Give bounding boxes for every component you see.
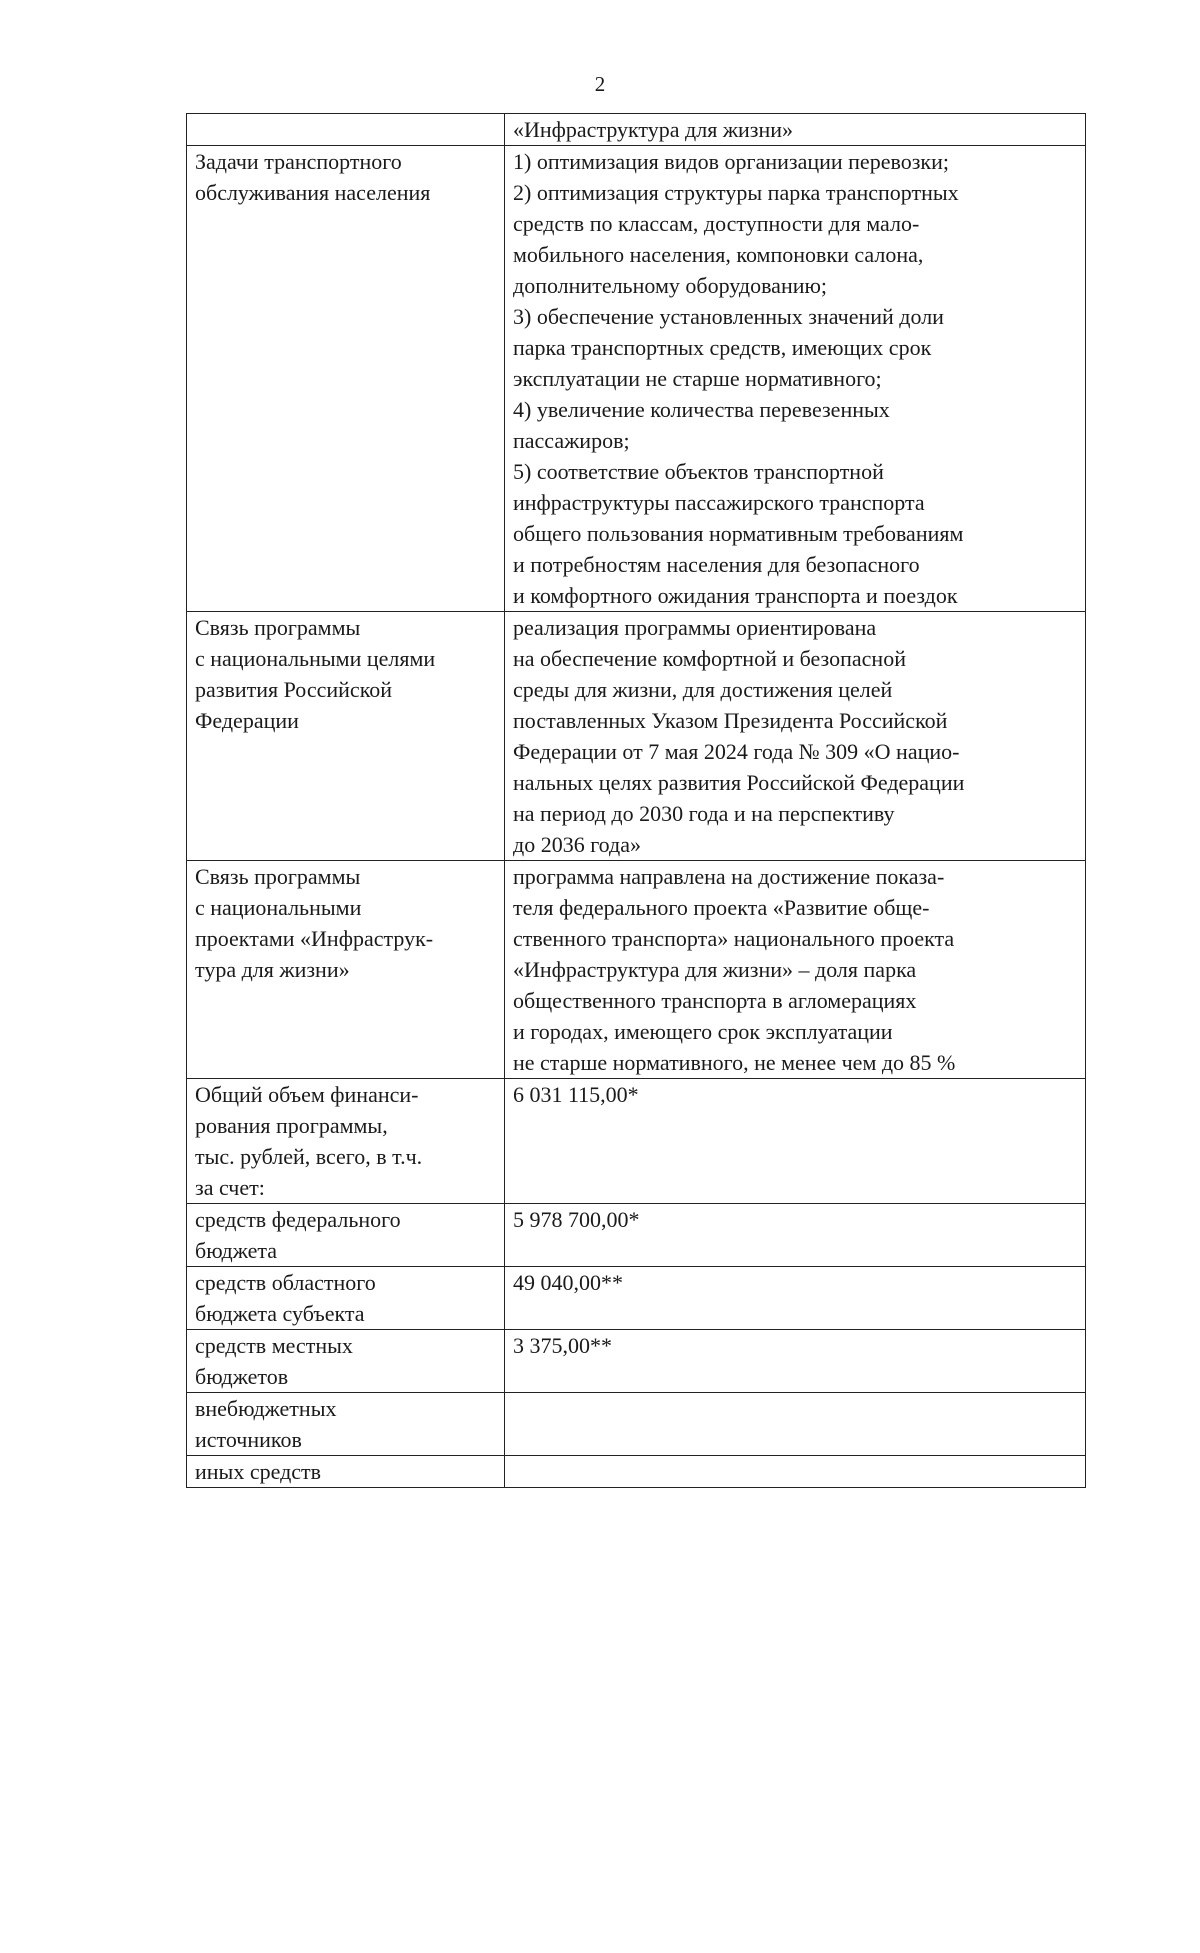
value-line: 1) оптимизация видов организации перевозки;	[513, 149, 949, 174]
value-line: и городах, имеющего срок эксплуатации	[513, 1019, 893, 1044]
label-line: тыс. рублей, всего, в т.ч.	[195, 1144, 423, 1169]
row-value	[505, 1267, 1086, 1330]
value-line: 5) соответствие объектов транспортной	[513, 459, 884, 484]
row-label	[187, 1267, 505, 1330]
value-line: парка транспортных средств, имеющих срок	[513, 335, 932, 360]
value-line: общего пользования нормативным требованиям	[513, 521, 964, 546]
value-line: «Инфраструктура для жизни» – доля парка	[513, 957, 917, 982]
row-label	[187, 1079, 505, 1204]
value-line: теля федерального проекта «Развитие обще-	[513, 895, 930, 920]
label-line: с национальными целями	[195, 646, 436, 671]
value-line: «Инфраструктура для жизни»	[513, 117, 794, 142]
row-label	[187, 1330, 505, 1393]
program-passport-table	[186, 113, 1086, 1488]
table-row	[187, 1204, 1086, 1267]
label-line: иных средств	[195, 1459, 322, 1484]
table-row	[187, 1079, 1086, 1204]
row-label	[187, 1393, 505, 1456]
page-number: 2	[594, 72, 606, 96]
label-line: бюджетов	[195, 1364, 289, 1389]
value-line: и комфортного ожидания транспорта и поездок	[513, 583, 958, 608]
value-line: не старше нормативного, не менее чем до 85 %	[513, 1050, 956, 1075]
label-line: развития Российской	[195, 677, 393, 702]
value-line: 2) оптимизация структуры парка транспортных	[513, 180, 959, 205]
table-row	[187, 1267, 1086, 1330]
row-value	[505, 1079, 1086, 1204]
label-line: средств областного	[195, 1270, 376, 1295]
value-line: нальных целях развития Российской Федерации	[513, 770, 965, 795]
label-line: Федерации	[195, 708, 299, 733]
row-label	[187, 1204, 505, 1267]
label-line: за счет:	[195, 1175, 265, 1200]
row-value	[505, 612, 1086, 861]
table-row	[187, 1456, 1086, 1488]
value-line: реализация программы ориентирована	[513, 615, 877, 640]
value-line: и потребностям населения для безопасного	[513, 552, 920, 577]
local-funding-value: 3 375,00**	[513, 1333, 612, 1358]
regional-funding-value: 49 040,00**	[513, 1270, 623, 1295]
total-funding-value: 6 031 115,00*	[513, 1082, 639, 1107]
label-line: внебюджетных	[195, 1396, 337, 1421]
value-line: до 2036 года»	[513, 832, 641, 857]
table-row	[187, 1393, 1086, 1456]
table-row	[187, 114, 1086, 146]
label-line: проектами «Инфраструк-	[195, 926, 434, 951]
label-line: Задачи транспортного	[195, 149, 402, 174]
row-label	[187, 612, 505, 861]
label-line: источников	[195, 1427, 302, 1452]
row-value	[505, 114, 1086, 146]
value-line: на обеспечение комфортной и безопасной	[513, 646, 906, 671]
value-line: 4) увеличение количества перевезенных	[513, 397, 890, 422]
row-value	[505, 1204, 1086, 1267]
row-value	[505, 1393, 1086, 1456]
row-label	[187, 114, 505, 146]
label-line: обслуживания населения	[195, 180, 431, 205]
table-row	[187, 146, 1086, 612]
label-line: Связь программы	[195, 615, 361, 640]
value-line: поставленных Указом Президента Российской	[513, 708, 948, 733]
value-line: инфраструктуры пассажирского транспорта	[513, 490, 925, 515]
row-label	[187, 146, 505, 612]
label-line: средств местных	[195, 1333, 353, 1358]
label-line: с национальными	[195, 895, 362, 920]
value-line: общественного транспорта в агломерациях	[513, 988, 917, 1013]
label-line: тура для жизни»	[195, 957, 350, 982]
label-line: бюджета субъекта	[195, 1301, 365, 1326]
label-line: Общий объем финанси-	[195, 1082, 419, 1107]
row-label	[187, 1456, 505, 1488]
value-line: дополнительному оборудованию;	[513, 273, 828, 298]
table-row	[187, 861, 1086, 1079]
value-line: пассажиров;	[513, 428, 630, 453]
label-line: бюджета	[195, 1238, 278, 1263]
label-line: Связь программы	[195, 864, 361, 889]
value-line: 3) обеспечение установленных значений доли	[513, 304, 944, 329]
federal-funding-value: 5 978 700,00*	[513, 1207, 640, 1232]
row-label	[187, 861, 505, 1079]
row-value	[505, 1330, 1086, 1393]
value-line: мобильного населения, компоновки салона,	[513, 242, 924, 267]
value-line: Федерации от 7 мая 2024 года № 309 «О нацио-	[513, 739, 960, 764]
value-line: программа направлена на достижение показа-	[513, 864, 945, 889]
row-value	[505, 1456, 1086, 1488]
value-line: эксплуатации не старше нормативного;	[513, 366, 882, 391]
label-line: средств федерального	[195, 1207, 401, 1232]
value-line: средств по классам, доступности для мало-	[513, 211, 920, 236]
value-line: ственного транспорта» национального проекта	[513, 926, 955, 951]
row-value	[505, 146, 1086, 612]
value-line: на период до 2030 года и на перспективу	[513, 801, 895, 826]
table-row	[187, 612, 1086, 861]
value-line: среды для жизни, для достижения целей	[513, 677, 893, 702]
row-value	[505, 861, 1086, 1079]
label-line: рования программы,	[195, 1113, 388, 1138]
table-row	[187, 1330, 1086, 1393]
